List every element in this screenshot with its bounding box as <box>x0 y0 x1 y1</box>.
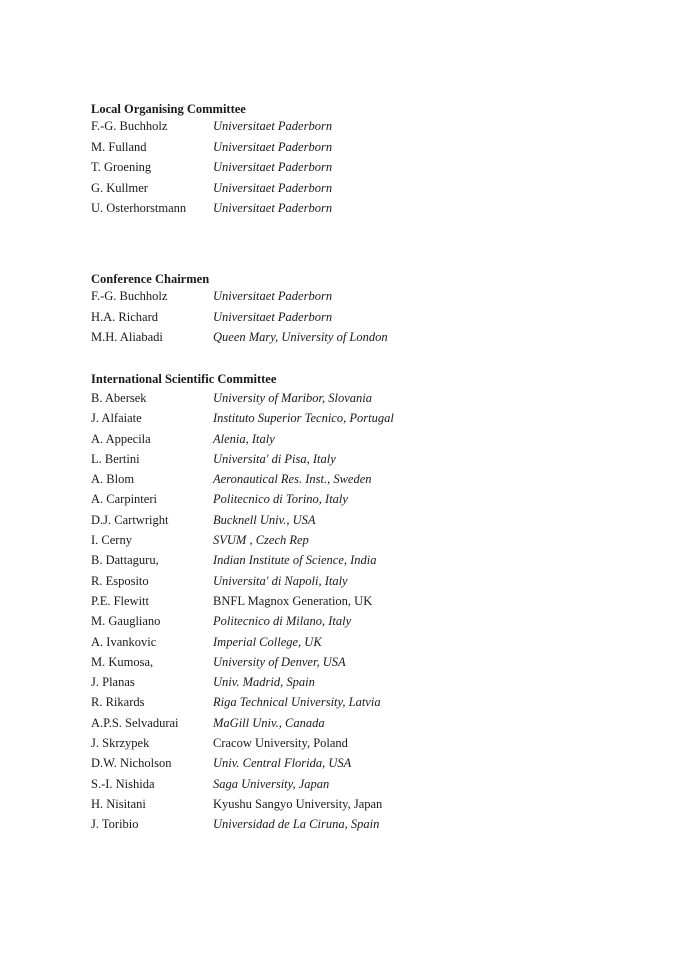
member-row <box>91 429 651 449</box>
member-affiliation: Politecnico di Torino, Italy <box>213 492 348 507</box>
member-row <box>91 774 651 794</box>
member-name: S.-I. Nishida <box>91 776 155 791</box>
member-affiliation: Universitaet Paderborn <box>213 289 333 303</box>
member-row <box>91 388 651 408</box>
member-affiliation: Universitaet Paderborn <box>213 119 333 133</box>
member-row <box>91 753 651 773</box>
member-row <box>91 591 651 611</box>
member-row <box>91 408 651 428</box>
member-name: M.H. Aliabadi <box>91 330 163 344</box>
member-row <box>91 469 651 489</box>
member-row <box>91 611 651 631</box>
member-affiliation: Alenia, Italy <box>213 431 275 446</box>
member-affiliation: Univ. Central Florida, USA <box>213 756 352 771</box>
member-affiliation: Univ. Madrid, Spain <box>213 675 315 690</box>
member-row <box>91 157 651 178</box>
member-affiliation: Instituto Superior Tecnico, Portugal <box>213 411 394 426</box>
member-affiliation: Kyushu Sangyo University, Japan <box>213 796 383 811</box>
member-name: A. Appecila <box>91 431 151 446</box>
member-name: A. Ivankovic <box>91 634 157 649</box>
member-row <box>91 510 651 530</box>
member-affiliation: BNFL Magnox Generation, UK <box>213 593 373 608</box>
member-row <box>91 489 651 509</box>
member-row <box>91 198 651 219</box>
member-row <box>91 530 651 550</box>
member-name: B. Abersek <box>91 391 147 405</box>
member-name: I. Cerny <box>91 533 132 548</box>
member-affiliation: Imperial College, UK <box>213 634 322 649</box>
member-row <box>91 692 651 712</box>
section-title: Local Organising Committee <box>91 102 246 116</box>
member-name: A.P.S. Selvadurai <box>91 715 179 730</box>
member-name: J. Alfaiate <box>91 411 142 426</box>
member-name: G. Kullmer <box>91 180 148 195</box>
member-name: M. Kumosa, <box>91 654 154 669</box>
member-row <box>91 814 651 834</box>
member-name: D.J. Cartwright <box>91 512 169 527</box>
member-affiliation: Politecnico di Milano, Italy <box>213 614 352 629</box>
member-affiliation: SVUM , Czech Rep <box>213 533 309 548</box>
member-name: F.-G. Buchholz <box>91 119 168 133</box>
member-row <box>91 327 651 348</box>
member-row <box>91 571 651 591</box>
member-name: J. Toribio <box>91 817 139 832</box>
member-name: M. Fulland <box>91 139 147 154</box>
section-title: Conference Chairmen <box>91 272 210 286</box>
member-name: H.A. Richard <box>91 309 158 324</box>
member-name: U. Osterhorstmann <box>91 201 187 215</box>
member-affiliation: Indian Institute of Science, India <box>213 553 377 568</box>
member-affiliation: Universita' di Napoli, Italy <box>213 573 348 588</box>
member-row <box>91 178 651 199</box>
member-row <box>91 550 651 570</box>
member-name: A. Carpinteri <box>91 492 157 507</box>
member-row <box>91 713 651 733</box>
member-name: L. Bertini <box>91 451 140 466</box>
member-row <box>91 449 651 469</box>
member-name: M. Gaugliano <box>91 614 161 629</box>
member-name: J. Planas <box>91 675 135 690</box>
member-affiliation: University of Maribor, Slovania <box>213 391 373 405</box>
member-name: F.-G. Buchholz <box>91 289 168 303</box>
conference-chairmen <box>91 272 651 348</box>
member-affiliation: Riga Technical University, Latvia <box>213 695 381 710</box>
member-affiliation: Aeronautical Res. Inst., Sweden <box>213 472 372 487</box>
member-row <box>91 307 651 328</box>
member-name: P.E. Flewitt <box>91 593 149 608</box>
member-row <box>91 137 651 158</box>
member-row <box>91 794 651 814</box>
member-affiliation: Universitaet Paderborn <box>213 180 333 195</box>
member-name: B. Dattaguru, <box>91 553 159 568</box>
member-name: D.W. Nicholson <box>91 756 172 771</box>
member-affiliation: Universitaet Paderborn <box>213 309 333 324</box>
member-affiliation: Saga University, Japan <box>213 776 330 791</box>
member-row <box>91 733 651 753</box>
member-name: A. Blom <box>91 472 135 487</box>
section-title: International Scientific Committee <box>91 372 277 386</box>
member-affiliation: MaGill Univ., Canada <box>213 715 325 730</box>
member-row <box>91 116 651 137</box>
member-row <box>91 632 651 652</box>
member-name: R. Esposito <box>91 573 149 588</box>
member-affiliation: Universidad de La Ciruna, Spain <box>213 817 380 832</box>
member-row <box>91 286 651 307</box>
member-affiliation: Universita' di Pisa, Italy <box>213 451 336 466</box>
member-affiliation: Universitaet Paderborn <box>213 139 333 154</box>
member-affiliation: Bucknell Univ., USA <box>213 512 316 527</box>
member-name: H. Nisitani <box>91 796 146 811</box>
member-affiliation: University of Denver, USA <box>213 654 346 669</box>
member-affiliation: Universitaet Paderborn <box>213 160 333 174</box>
member-name: T. Groening <box>91 160 152 174</box>
member-row <box>91 672 651 692</box>
member-name: R. Rikards <box>91 695 145 710</box>
international-scientific-committee <box>91 372 651 835</box>
local-organising-committee <box>91 102 651 219</box>
member-name: J. Skrzypek <box>91 736 150 751</box>
member-row <box>91 652 651 672</box>
member-affiliation: Universitaet Paderborn <box>213 201 333 215</box>
member-affiliation: Cracow University, Poland <box>213 736 348 751</box>
member-affiliation: Queen Mary, University of London <box>213 330 388 344</box>
